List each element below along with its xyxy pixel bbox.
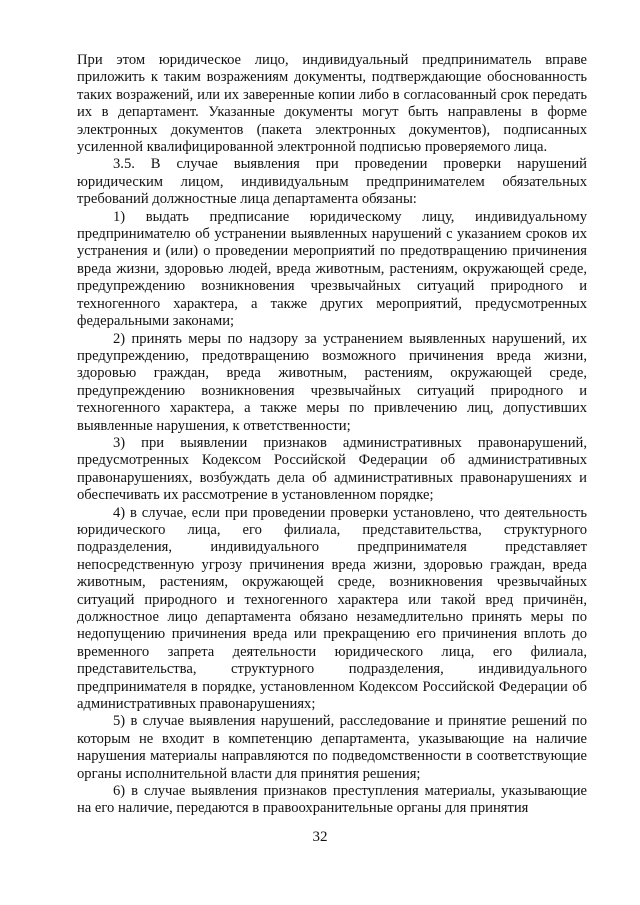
paragraph-item-3: 3) при выявлении признаков административных правонарушений, предусмотренных Кодексом Российской Федерации об административных правонарушениях, возбуждать дела об административных правонарушениях и обеспечивать их рассмотрение в установленном порядке; [77,434,587,504]
document-body [77,52,587,818]
paragraph-item-4: 4) в случае, если при проведении проверки установлено, что деятельность юридического лица, его филиала, представительства, структурного подразделения, индивидуального предпринимателя представляет непосредственную угрозу причинения вреда жизни, здоровью граждан, вреда животным, растениям, окружающей среде, возникновения чрезвычайных ситуаций природного и техногенного характера или такой вред причинён, должностное лицо департамента обязано незамедлительно принять меры по недопущению причинения вреда или прекращению его причинения вплоть до временного запрета деятельности юридического лица, его филиала, представительства, структурного подразделения, индивидуального предпринимателя в порядке, установленном Кодексом Российской Федерации об административных правонарушениях; [77,504,587,713]
paragraph-item-2: 2) принять меры по надзору за устранением выявленных нарушений, их предупреждению, предотвращению возможного причинения вреда жизни, здоровью граждан, вреда животным, растениям, окружающей среде, предупреждению возникновения чрезвычайных ситуаций природного и техногенного характера, а также меры по привлечению лиц, допустивших выявленные нарушения, к ответственности; [77,330,587,434]
page-number: 32 [312,829,328,845]
paragraph-objections: При этом юридическое лицо, индивидуальный предприниматель вправе приложить к таким возражениям документы, подтверждающие обоснованность таких возражений, или их заверенные копии либо в согласованный срок передать их в департамент. Указанные документы могут быть направлены в форме электронных документов (пакета электронных документов), подписанных усиленной квалифицированной электронной подписью проверяемого лица. [77,52,587,156]
paragraph-item-1: 1) выдать предписание юридическому лицу, индивидуальному предпринимателю об устранении выявленных нарушений с указанием сроков их устранения и (или) о проведении мероприятий по предотвращению причинения вреда жизни, здоровью людей, вреда животным, растениям, окружающей среде, предупреждению возникновения чрезвычайных ситуаций природного и техногенного характера, а также других мероприятий, предусмотренных федеральными законами; [77,208,587,330]
paragraph-3-5: 3.5. В случае выявления при проведении проверки нарушений юридическим лицом, индивидуальным предпринимателем обязательных требований должностные лица департамента обязаны: [77,156,587,208]
paragraph-item-5: 5) в случае выявления нарушений, расследование и принятие решений по которым не входит в компетенцию департамента, указывающие на наличие нарушения материалы направляются по подведомственности в соответствующие органы исполнительной власти для принятия решения; [77,713,587,782]
paragraph-item-6: 6) в случае выявления признаков преступления материалы, указывающие на его наличие, передаются в правоохранительные органы для принятия [77,783,587,817]
